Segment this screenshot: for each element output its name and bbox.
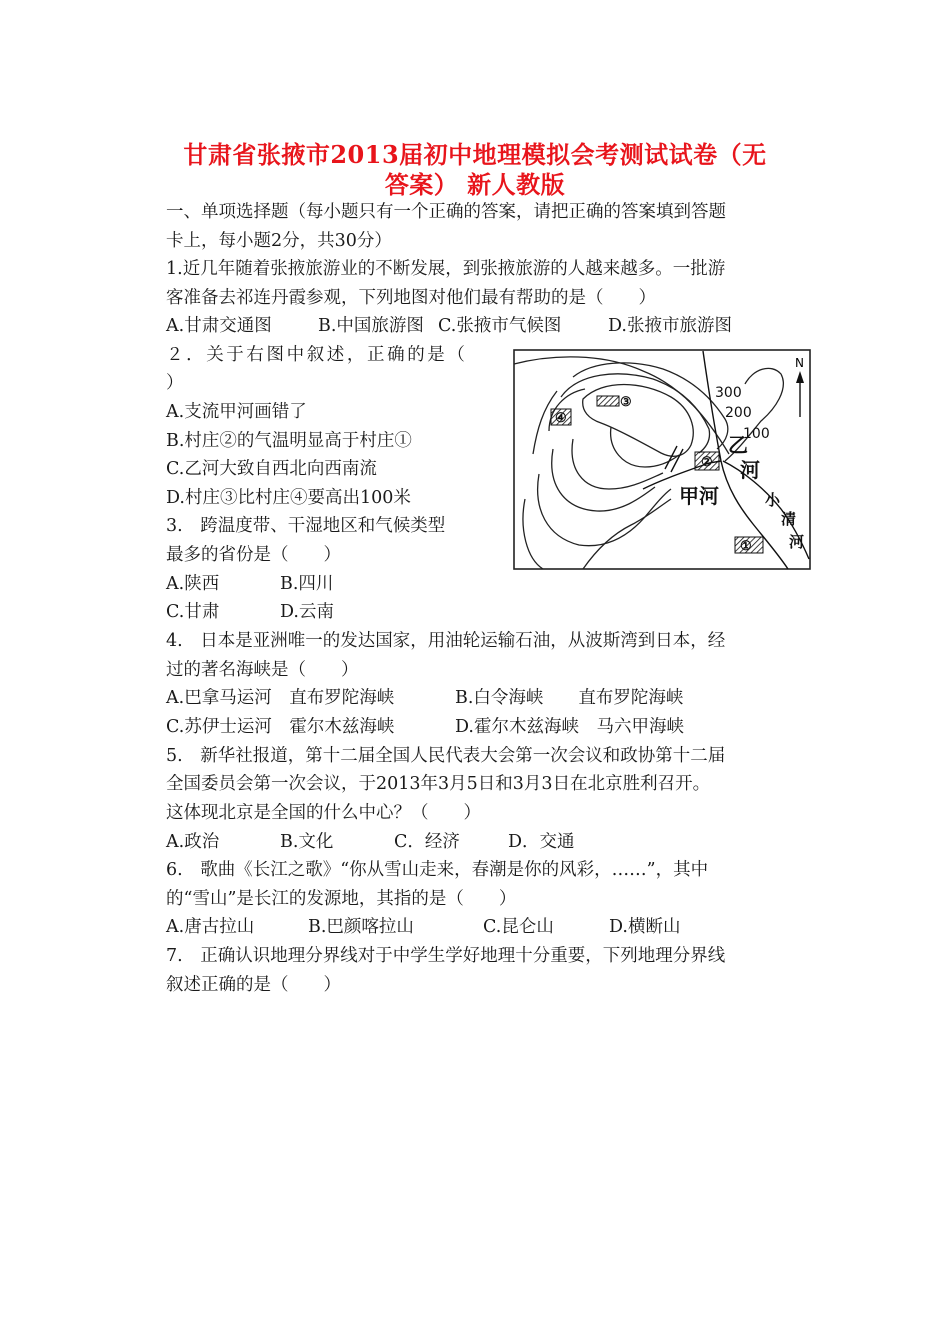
q3-stem-line-2: 最多的省份是（ ） xyxy=(166,545,341,565)
river-label-jia-he: 甲河 xyxy=(679,484,719,508)
document-title xyxy=(150,140,800,200)
q6-option-b: B.巴颜喀拉山 xyxy=(308,917,414,937)
q3-option-a: A.陕西 xyxy=(166,574,220,594)
q5-option-b: B.文化 xyxy=(280,832,334,852)
q7-stem-line-1: 7. 正确认识地理分界线对于中学生学好地理十分重要，下列地理分界线 xyxy=(166,946,726,966)
contour-label-200: 200 xyxy=(725,405,752,421)
village-label-2: ② xyxy=(701,455,713,470)
river-label-yi: 乙 xyxy=(728,433,748,457)
q3-option-c: C.甘肃 xyxy=(166,602,220,622)
q1-stem-line-2: 客准备去祁连丹霞参观，下列地图对他们最有帮助的是（ ） xyxy=(166,288,656,308)
q4-option-d: D.霍尔木兹海峡 马六甲海峡 xyxy=(455,717,684,737)
q3-option-b: B.四川 xyxy=(280,574,334,594)
q4-options-row-2 xyxy=(166,716,684,738)
q4-option-b: B.白令海峡 直布罗陀海峡 xyxy=(455,688,684,708)
q3-stem-line-1: 3. 跨温度带、干湿地区和气候类型 xyxy=(166,516,446,536)
q1-option-a: A.甘肃交通图 xyxy=(166,316,272,336)
village-2 xyxy=(695,452,719,470)
q6-options xyxy=(166,916,680,938)
q7-stem-line-2: 叙述正确的是（ ） xyxy=(166,975,341,995)
q1-options xyxy=(166,315,732,337)
q4-stem-line-1: 4. 日本是亚洲唯一的发达国家，用油轮运输石油，从波斯湾到日本，经 xyxy=(166,631,726,651)
village-label-3: ③ xyxy=(620,395,632,410)
river-label-he-2: 河 xyxy=(789,533,805,551)
q3-option-d: D.云南 xyxy=(280,602,334,622)
contour-label-100: 100 xyxy=(743,426,770,442)
q2-option-d: D.村庄③比村庄④要高出100米 xyxy=(166,488,411,508)
village-label-1: ① xyxy=(740,539,752,554)
q4-option-c: C.苏伊士运河 霍尔木兹海峡 xyxy=(166,717,395,737)
q5-option-c: C．经济 xyxy=(394,832,460,852)
contour-map xyxy=(513,349,811,570)
q5-option-d: D．交通 xyxy=(508,832,575,852)
q4-options-row-1 xyxy=(166,687,683,709)
q2-stem-line-1: ２．关于右图中叙述，正确的是（ xyxy=(166,345,468,365)
q2-stem-line-2: ） xyxy=(166,373,184,393)
contour-map-figure xyxy=(513,349,811,570)
river-label-xiao: 小 xyxy=(765,491,781,509)
q6-option-c: C.昆仑山 xyxy=(483,917,554,937)
section-heading-line-1: 一、单项选择题（每小题只有一个正确的答案，请把正确的答案填到答题 xyxy=(166,202,726,222)
title-line-2: 答案） 新人教版 xyxy=(384,170,566,199)
q5-options xyxy=(166,831,575,853)
q5-stem-line-1: 5. 新华社报道，第十二届全国人民代表大会第一次会议和政协第十二届 xyxy=(166,746,726,766)
river-label-he: 河 xyxy=(740,458,760,482)
q5-stem-line-3: 这体现北京是全国的什么中心？（ ） xyxy=(166,803,481,823)
q5-option-a: A.政治 xyxy=(166,832,220,852)
q1-stem-line-1: 1.近几年随着张掖旅游业的不断发展，到张掖旅游的人越来越多。一批游 xyxy=(166,259,726,279)
q6-option-d: D.横断山 xyxy=(609,917,681,937)
contour-label-300: 300 xyxy=(715,385,742,401)
north-label: N xyxy=(795,356,804,370)
q5-stem-line-2: 全国委员会第一次会议，于2013年3月5日和3月3日在北京胜利召开。 xyxy=(166,774,711,794)
q6-option-a: A.唐古拉山 xyxy=(166,917,255,937)
q1-option-c: C.张掖市气候图 xyxy=(438,316,562,336)
q2-option-b: B.村庄②的气温明显高于村庄① xyxy=(166,431,412,451)
q4-stem-line-2: 过的著名海峡是（ ） xyxy=(166,660,359,680)
title-line-1: 甘肃省张掖市2013届初中地理模拟会考测试试卷（无 xyxy=(183,140,767,169)
q3-options-row-2 xyxy=(166,601,334,623)
village-label-4: ④ xyxy=(555,411,567,426)
village-4 xyxy=(551,409,571,426)
q6-stem-line-2: 的“雪山”是长江的发源地，其指的是（ ） xyxy=(166,889,517,909)
q1-option-d: D.张掖市旅游图 xyxy=(608,316,732,336)
section-heading-line-2: 卡上，每小题2分，共30分） xyxy=(166,231,392,251)
q2-option-c: C.乙河大致自西北向西南流 xyxy=(166,459,377,479)
q3-options-row-1 xyxy=(166,573,333,595)
q2-option-a: A.支流甲河画错了 xyxy=(166,402,307,422)
river-label-qing: 清 xyxy=(781,510,797,528)
q6-stem-line-1: 6. 歌曲《长江之歌》“你从雪山走来，春潮是你的风彩，……”，其中 xyxy=(166,860,709,880)
q4-option-a: A.巴拿马运河 直布罗陀海峡 xyxy=(166,688,395,708)
village-marker xyxy=(597,396,619,406)
village-1 xyxy=(735,537,763,554)
q1-option-b: B.中国旅游图 xyxy=(318,316,424,336)
